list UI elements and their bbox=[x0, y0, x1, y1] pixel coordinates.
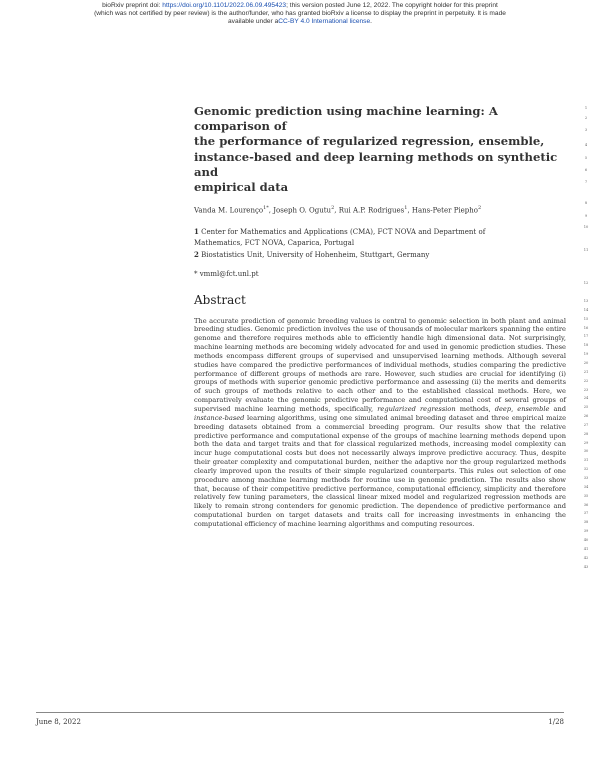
affiliation-text: Center for Mathematics and Applications (CMA), FCT NOVA and Department of bbox=[201, 227, 486, 236]
corresponding-email: * vmml@fct.unl.pt bbox=[194, 269, 259, 278]
line-number: 13 bbox=[583, 299, 589, 303]
line-number: 12 bbox=[583, 281, 589, 285]
license-suffix: . bbox=[370, 18, 372, 26]
line-number: 40 bbox=[583, 537, 589, 542]
page-number: 1/28 bbox=[548, 718, 564, 726]
line-number: 6 bbox=[584, 168, 588, 172]
line-number: 18 bbox=[583, 343, 589, 348]
paper-title bbox=[194, 104, 566, 195]
line-number: 7 bbox=[584, 180, 588, 184]
line-number: 3 bbox=[584, 128, 588, 132]
abstract-emphasis: deep bbox=[494, 404, 512, 413]
author-separator: , bbox=[334, 206, 339, 215]
line-number: 24 bbox=[583, 396, 589, 401]
author-affiliation-marker: 1* bbox=[263, 205, 269, 212]
footer-date: June 8, 2022 bbox=[36, 718, 81, 726]
banner-line-2: (which was not certified by peer review) is the author/funder, who has granted bioRxiv a license to display the preprint in perpetuity. It is made bbox=[94, 10, 506, 18]
line-number: 37 bbox=[583, 511, 589, 516]
paper-content bbox=[194, 104, 566, 535]
line-number: 1 bbox=[584, 106, 588, 110]
abstract-text: learning algorithms, using one simulated animal breeding dataset and three empirical maize breeding datasets obtained from a commercial breeding program. Our results show that the relative predictive performance and computational expense of the groups of machine learning methods depend upon both the data and target traits and that for classical regularized methods, increasing model complexity can incur huge computational costs but does not necessarily always improve predictive accuracy. Thus, despite their greater complexity and computational burden, neither the adaptive nor the group regularized methods clearly improved upon the results of their simple regularized counterparts. This rules out selection of one procedure among machine learning methods for routine use in genomic prediction. The results also show that, because of their competitive predictive performance, computational efficiency, simplicity and therefore relatively few tuning parameters, the classical linear mixed model and regularized regression methods are likely to remain strong contenders for genomic prediction. The dependence of predictive performance and computational burden on target datasets and traits call for increasing investments in enhancing the computational efficiency of machine learning algorithms and computing resources. bbox=[194, 413, 566, 528]
affiliation-line bbox=[194, 226, 566, 238]
line-number: 33 bbox=[583, 476, 589, 480]
title-line: instance-based and deep learning methods on synthetic and bbox=[194, 149, 558, 179]
line-number: 43 bbox=[583, 564, 589, 569]
doi-link[interactable]: https://doi.org/10.1101/2022.06.09.495423 bbox=[162, 2, 287, 9]
banner-line-3 bbox=[0, 18, 600, 26]
line-number: 4 bbox=[584, 143, 588, 147]
line-number: 35 bbox=[583, 493, 589, 498]
abstract-text: and bbox=[549, 404, 566, 413]
line-number: 34 bbox=[583, 484, 589, 489]
line-number: 29 bbox=[583, 440, 589, 445]
affiliation-line bbox=[194, 249, 566, 261]
author-affiliation-marker: 2 bbox=[331, 205, 335, 212]
line-number: 39 bbox=[583, 529, 589, 534]
line-number: 15 bbox=[583, 316, 589, 321]
line-number: 30 bbox=[583, 449, 589, 454]
author-name: Hans-Peter Piepho bbox=[411, 206, 478, 215]
line-number: 21 bbox=[583, 369, 589, 374]
line-number: 20 bbox=[583, 360, 589, 365]
affiliation-number: 2 bbox=[194, 249, 199, 259]
line-number: 31 bbox=[583, 458, 589, 463]
author-name: Joseph O. Ogutu bbox=[273, 206, 332, 215]
line-number: 27 bbox=[583, 422, 589, 427]
abstract-text: methods, bbox=[455, 404, 495, 413]
line-number: 11 bbox=[583, 248, 589, 252]
license-prefix: available under a bbox=[228, 18, 279, 26]
line-number: 26 bbox=[583, 414, 589, 419]
affiliation-number: 1 bbox=[194, 226, 199, 236]
line-number: 32 bbox=[583, 467, 589, 472]
line-number: 23 bbox=[583, 387, 589, 392]
line-number: 2 bbox=[584, 116, 588, 120]
author-affiliation-marker: 2 bbox=[478, 205, 482, 212]
abstract-text: , bbox=[511, 404, 518, 413]
line-number: 25 bbox=[583, 405, 589, 410]
line-number: 17 bbox=[583, 334, 589, 339]
banner-suffix: ; this version posted June 12, 2022. The copyright holder for this preprint bbox=[286, 2, 498, 9]
line-number: 8 bbox=[584, 201, 588, 205]
author-affiliation-marker: 1 bbox=[404, 205, 408, 212]
line-number: 42 bbox=[583, 555, 589, 560]
preprint-banner bbox=[0, 2, 600, 27]
affiliation-text: Biostatistics Unit, University of Hohenheim, Stuttgart, Germany bbox=[201, 250, 430, 259]
abstract-emphasis: instance-based bbox=[194, 413, 245, 422]
footer-rule bbox=[36, 712, 564, 713]
banner-line-1 bbox=[0, 2, 600, 10]
line-number: 10 bbox=[583, 225, 589, 229]
license-link[interactable]: CC-BY 4.0 International license bbox=[278, 18, 371, 26]
line-number: 36 bbox=[583, 502, 589, 507]
title-line: the performance of regularized regression, ensemble, bbox=[194, 134, 545, 149]
affiliations bbox=[194, 226, 566, 261]
abstract-emphasis: ensemble bbox=[517, 404, 550, 413]
line-number: 5 bbox=[584, 156, 588, 160]
author-name: Rui A.P. Rodrigues bbox=[338, 206, 405, 215]
author-list bbox=[194, 204, 566, 215]
author-separator: , bbox=[407, 206, 412, 215]
affiliation-text: Mathematics, FCT NOVA, Caparica, Portugal bbox=[194, 238, 355, 247]
author-name: Vanda M. Lourenço bbox=[194, 206, 264, 215]
abstract-emphasis: regularized regression bbox=[377, 404, 456, 413]
line-number: 28 bbox=[583, 431, 589, 436]
line-number: 41 bbox=[583, 546, 589, 551]
line-number: 14 bbox=[583, 307, 589, 312]
line-number: 22 bbox=[583, 378, 589, 383]
line-number: 19 bbox=[583, 352, 589, 357]
title-line: Genomic prediction using machine learning: A comparison of bbox=[194, 104, 498, 134]
banner-prefix: bioRxiv preprint doi: bbox=[102, 2, 163, 9]
title-line: empirical data bbox=[194, 180, 289, 195]
line-number: 38 bbox=[583, 520, 589, 525]
abstract-body bbox=[194, 317, 566, 529]
affiliation-line bbox=[194, 238, 566, 249]
line-number: 16 bbox=[583, 325, 589, 330]
author-separator: , bbox=[268, 206, 274, 215]
line-number: 9 bbox=[584, 214, 588, 218]
abstract-text: The accurate prediction of genomic breeding values is central to genomic selection in both plant and animal breeding studies. Genomic prediction involves the use of thousands of molecular markers spanning the entire genome and therefore requires methods able to efficiently handle high dimensional data. Not surprisingly, machine learning methods are becoming widely advocated for and used in genomic prediction studies. These methods encompass different groups of supervised and unsupervised learning methods. Although several studies have compared the predictive performances of individual methods, studies comparing the predictive performance of different groups of methods are rare. However, such studies are crucial for identifying (i) groups of methods with superior genomic predictive performance and assessing (ii) the merits and demerits of such groups of methods relative to each other and to the established classical methods. Here, we comparatively evaluate the genomic predictive performance and computational cost of several groups of supervised machine learning methods, specifically, bbox=[194, 316, 566, 413]
abstract-heading: Abstract bbox=[194, 292, 246, 307]
